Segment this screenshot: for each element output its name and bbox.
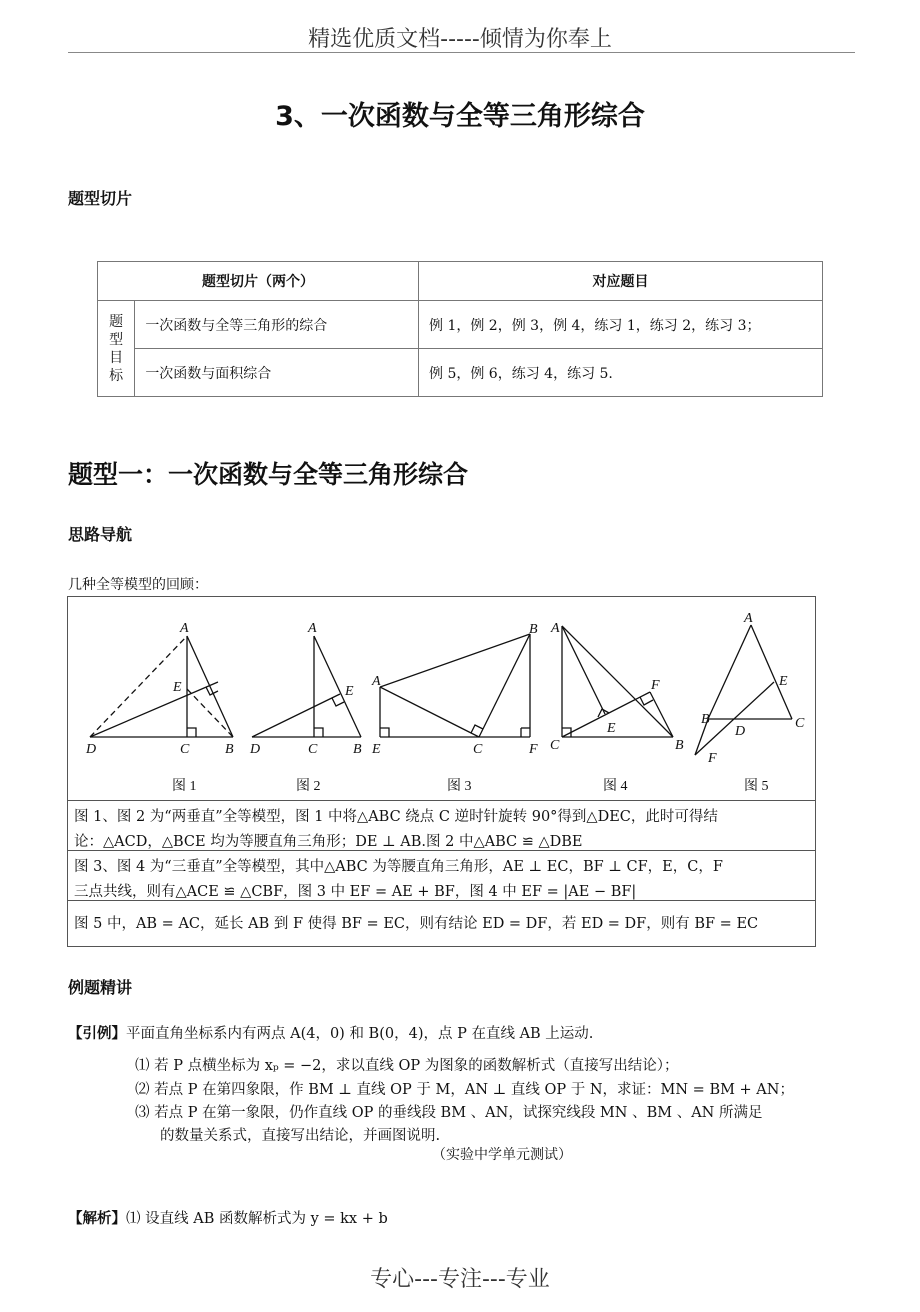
- part-3-continued: [160, 1124, 440, 1145]
- part-number: ⑶: [135, 1105, 150, 1121]
- fig3-label: C: [473, 742, 483, 757]
- fig4-label: A: [551, 621, 560, 636]
- row-group-char: 标: [109, 367, 124, 384]
- fig2-label: A: [308, 621, 317, 636]
- figure-caption: 图 2: [296, 779, 321, 794]
- part-text: 的数量关系式，直接写出结论，并画图说明.: [160, 1128, 441, 1144]
- problems-cell: 例 1，例 2，例 3，例 4，练习 1，练习 2，练习 3；: [419, 301, 823, 349]
- note-line: 图 3、图 4 为“三垂直”全等模型，其中△ABC 为等腰直角三角形，AE ⊥ EC，BF ⊥ CF，E，C，F: [74, 859, 723, 875]
- fig1-label: B: [225, 742, 234, 757]
- figure-box: [67, 596, 816, 947]
- fig1-label: D: [86, 742, 97, 757]
- fig5-label: D: [735, 724, 746, 739]
- fig5-label: E: [779, 674, 788, 689]
- figure-caption: 图 5: [744, 779, 769, 794]
- fig2-label: D: [250, 742, 261, 757]
- header-divider: [68, 52, 855, 53]
- slice-table: [97, 261, 823, 397]
- fig3-label: B: [529, 622, 538, 637]
- fig2-label: B: [353, 742, 362, 757]
- intro-tag: 【引例】: [68, 1025, 126, 1042]
- intro-example: [68, 1022, 593, 1043]
- figure-row: [68, 597, 815, 800]
- note-figure-5: [68, 900, 815, 946]
- type-one-heading: 题型一：一次函数与全等三角形综合: [68, 460, 469, 489]
- figure-3-diagram: [380, 634, 530, 737]
- fig5-label: A: [744, 611, 753, 626]
- slice-heading: 题型切片: [68, 189, 133, 208]
- fig3-label: F: [529, 742, 538, 757]
- review-label: 几种全等模型的回顾：: [68, 577, 208, 593]
- solution-text: ⑴ 设直线 AB 函数解析式为 y = kx + b: [126, 1211, 388, 1227]
- figure-caption: 图 3: [447, 779, 472, 794]
- fig4-label: C: [550, 738, 560, 753]
- row-group-char: 型: [109, 331, 124, 348]
- note-line: 图 5 中，AB = AC，延长 AB 到 F 使得 BF = EC，则有结论 ED = DF，若 ED = DF，则有 BF = EC: [74, 916, 759, 932]
- page-header: 精选优质文档-----倾情为你奉上: [308, 27, 612, 52]
- fig5-label: B: [701, 712, 710, 727]
- page-footer: 专心---专注---专业: [370, 1267, 550, 1292]
- table-header-row: [98, 262, 823, 301]
- note-line: 论：△ACD，△BCE 均为等腰直角三角形；DE ⊥ AB.图 2 中△ABC ≌ △DBE: [74, 834, 583, 850]
- page-title: 3、一次函数与全等三角形综合: [275, 101, 645, 132]
- part-text: 若点 P 在第一象限，仍作直线 OP 的垂线段 BM 、AN，试探究线段 MN 、BM 、AN 所满足: [154, 1105, 763, 1121]
- congruence-figures: [68, 597, 815, 800]
- part-number: ⑵: [135, 1082, 150, 1098]
- solution-tag: 【解析】: [68, 1210, 126, 1227]
- source-note: （实验中学单元测试）: [432, 1147, 572, 1163]
- col-header-problems: 对应题目: [419, 262, 823, 301]
- fig1-label: A: [180, 621, 189, 636]
- col-header-slice: 题型切片（两个）: [98, 262, 419, 301]
- examples-heading: 例题精讲: [68, 978, 133, 997]
- note-line: 三点共线，则有△ACE ≌ △CBF，图 3 中 EF = AE + BF，图 4 中 EF = |AE − BF|: [74, 884, 637, 900]
- part-text: 若 P 点横坐标为 xₚ = −2，求以直线 OP 为图象的函数解析式（直接写出结论）；: [154, 1058, 679, 1074]
- problems-cell: 例 5，例 6，练习 4，练习 5.: [419, 349, 823, 397]
- fig2-label: E: [345, 684, 354, 699]
- row-group-char: 目: [109, 349, 124, 366]
- part-text: 若点 P 在第四象限，作 BM ⊥ 直线 OP 于 M，AN ⊥ 直线 OP 于 N，求证：MN = BM + AN；: [154, 1082, 794, 1098]
- part-1: [135, 1054, 679, 1075]
- fig2-label: C: [308, 742, 318, 757]
- nav-heading: 思路导航: [68, 525, 133, 544]
- figure-caption: 图 4: [603, 779, 628, 794]
- fig4-label: B: [675, 738, 684, 753]
- fig1-label: C: [180, 742, 190, 757]
- note-line: 图 1、图 2 为“两垂直”全等模型，图 1 中将△ABC 绕点 C 逆时针旋转 90°得到△DEC，此时可得结: [74, 809, 718, 825]
- fig4-label: F: [651, 678, 660, 693]
- fig5-label: F: [708, 751, 717, 766]
- fig3-label: A: [372, 674, 381, 689]
- figure-caption: 图 1: [172, 779, 197, 794]
- fig4-label: E: [607, 721, 616, 736]
- part-number: ⑴: [135, 1058, 150, 1074]
- row-group-label: [98, 301, 135, 397]
- type-cell: 一次函数与全等三角形的综合: [135, 301, 419, 349]
- figure-labels: [85, 611, 805, 766]
- intro-text: 平面直角坐标系内有两点 A(4，0) 和 B(0，4)，点 P 在直线 AB 上运动.: [126, 1026, 594, 1042]
- type-cell: 一次函数与面积综合: [135, 349, 419, 397]
- part-2: [135, 1078, 794, 1099]
- fig3-label: E: [372, 742, 381, 757]
- note-two-perpendicular: [68, 800, 815, 850]
- table-row: [98, 349, 823, 397]
- fig5-label: C: [795, 716, 805, 731]
- row-group-char: 题: [109, 313, 124, 330]
- figure-1-diagram: [90, 636, 233, 737]
- fig1-label: E: [173, 680, 182, 695]
- note-three-perpendicular: [68, 850, 815, 900]
- part-3: [135, 1101, 762, 1122]
- table-row: [98, 301, 823, 349]
- figure-captions: [172, 778, 769, 794]
- solution: [68, 1207, 388, 1228]
